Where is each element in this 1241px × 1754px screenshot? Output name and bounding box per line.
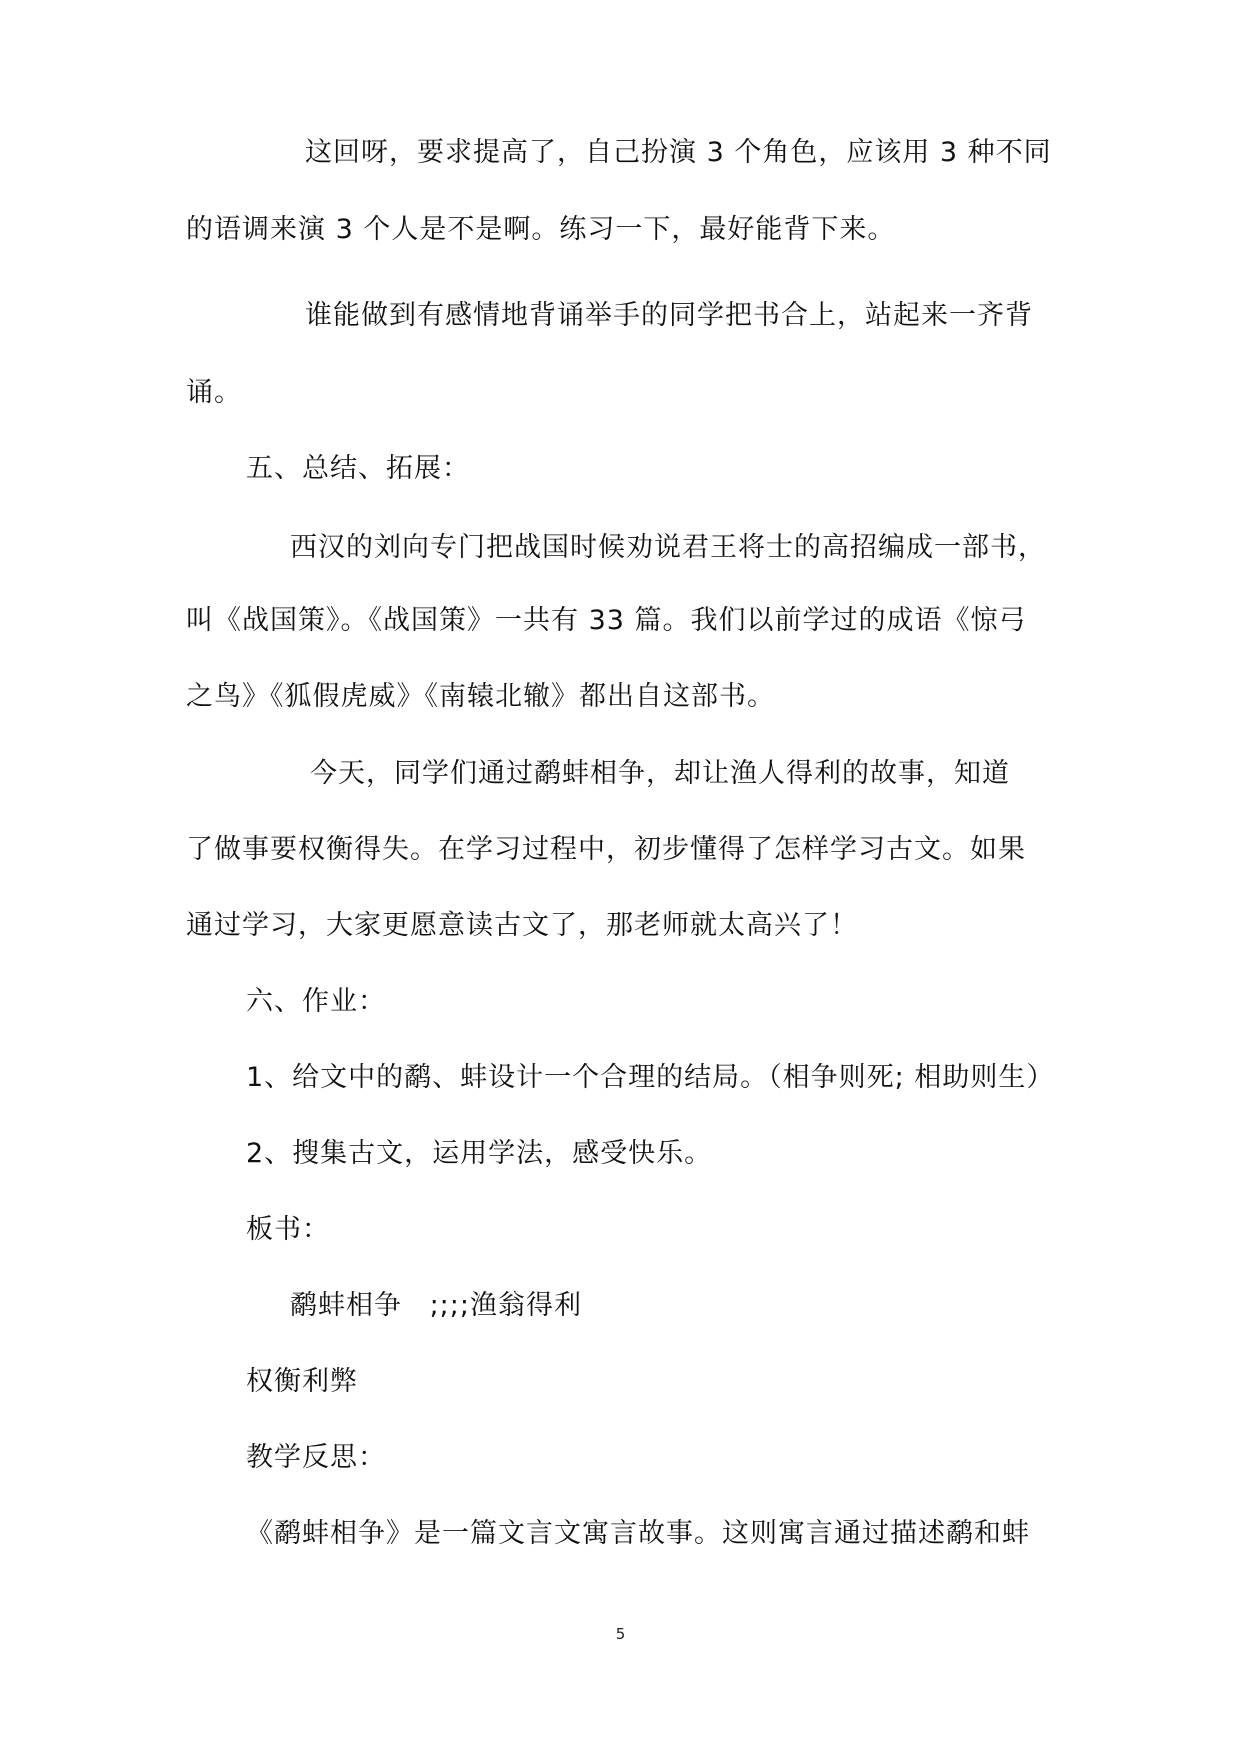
- paragraph-line: 了做事要权衡得失。在学习过程中，初步懂得了怎样学习古文。如果: [186, 834, 1026, 865]
- paragraph-line: 谁能做到有感情地背诵举手的同学把书合上，站起来一齐背: [305, 300, 1033, 331]
- list-item: 1、给文中的鹬、蚌设计一个合理的结局。（相争则死; 相助则生）: [246, 1062, 1055, 1093]
- section-heading: 教学反思：: [246, 1442, 386, 1473]
- section-heading: 五、总结、拓展：: [246, 453, 470, 484]
- paragraph-line: 西汉的刘向专门把战国时候劝说君王将士的高招编成一部书，: [290, 532, 1046, 563]
- paragraph-line: 《鹬蚌相争》是一篇文言文寓言故事。这则寓言通过描述鹬和蚌: [246, 1518, 1030, 1549]
- list-item: 2、搜集古文，运用学法，感受快乐。: [246, 1138, 713, 1169]
- paragraph-line: 之鸟》《狐假虎威》《南辕北辙》都出自这部书。: [186, 681, 775, 712]
- paragraph-line: 的语调来演 3 个人是不是啊。练习一下，最好能背下来。: [186, 214, 896, 245]
- section-heading: 板书：: [246, 1214, 330, 1245]
- paragraph-line: 叫《战国策》。《战国策》一共有 33 篇。我们以前学过的成语《惊弓: [186, 605, 1027, 636]
- paragraph-line: 今天，同学们通过鹬蚌相争，却让渔人得利的故事，知道: [310, 758, 1010, 789]
- paragraph-line: 这回呀，要求提高了，自己扮演 3 个角色，应该用 3 种不同: [305, 137, 1052, 168]
- paragraph-line: 诵。: [186, 377, 242, 408]
- board-writing-line: 鹬蚌相争 ;;;;渔翁得利: [290, 1290, 582, 1321]
- page-number: 5: [615, 1625, 626, 1643]
- paragraph-line: 通过学习，大家更愿意读古文了，那老师就太高兴了！: [186, 910, 858, 941]
- section-heading: 六、作业：: [246, 986, 386, 1017]
- board-writing-line: 权衡利弊: [246, 1366, 358, 1397]
